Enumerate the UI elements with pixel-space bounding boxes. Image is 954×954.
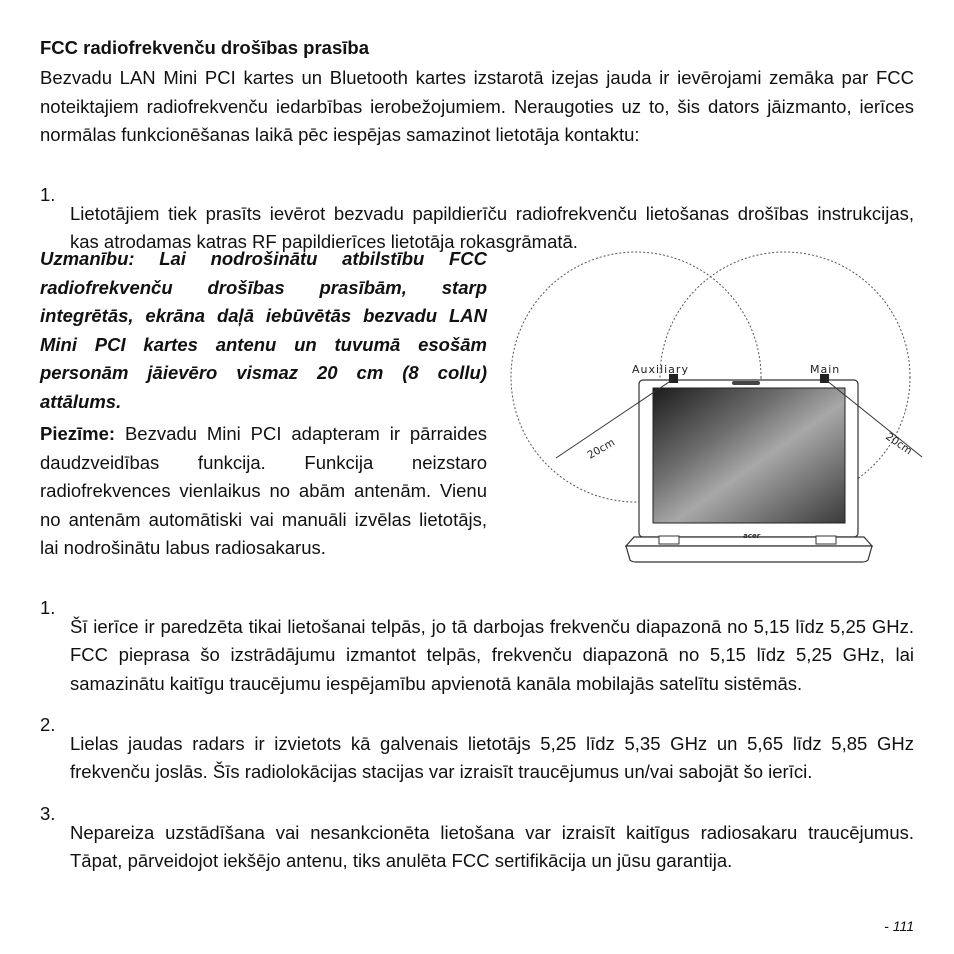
- list-item: [40, 594, 914, 717]
- page-number: - 111: [884, 918, 914, 934]
- list-item-text: Šī ierīce ir paredzēta tikai lietošanai telpās, jo tā darbojas frekvenču diapazonā no 5,15 līdz 5,25 GHz. FCC pieprasa šo izstrādājumu izmantot telpās, frekvenču diapazonā no 5,15 līdz 5,25 GHz, lai samazinātu kaitīgu traucējumu iespējamību apvienotā kanāla mobilajās satelītu sistēmās.: [70, 615, 914, 694]
- brand-logo: acer: [743, 532, 761, 540]
- list-item-number: 2.: [40, 714, 56, 735]
- antenna-diagram: [504, 250, 924, 570]
- note-label: Piezīme:: [40, 423, 116, 444]
- list-item: [40, 800, 914, 894]
- list-item: [40, 711, 914, 805]
- right-distance-label: 20cm: [883, 430, 915, 458]
- list-item-text: Nepareiza uzstādīšana vai nesankcionēta lietošana var izraisīt kaitīgus radiosakaru traucējumus. Tāpat, pārveidojot iekšējo antenu, tiks anulēta FCC sertifikācija un jūsu garantija.: [70, 821, 914, 871]
- intro-paragraph: Bezvadu LAN Mini PCI kartes un Bluetooth kartes izstarotā izejas jauda ir ievērojami zemāka par FCC noteiktajiem radiofrekvenču iedarbības ierobežojumiem. Neraugoties uz to, šis dators jāizmanto, ierīces normālas funkcionēšanas laikā pēc iespējas samazinot lietotāja kontaktu:: [40, 67, 914, 145]
- caution-text: Uzmanību: Lai nodrošinātu atbilstību FCC radiofrekvenču drošības prasībām, starp integrētās, ekrāna daļā iebūvētās bezvadu LAN Mini PCI kartes antenu un tuvumā esošām personām jāievēro vismaz 20 cm (8 collu) attālums.: [40, 248, 487, 412]
- laptop-screen: [653, 388, 845, 523]
- list-item-number: 1.: [40, 184, 56, 205]
- list-item-number: 1.: [40, 597, 56, 618]
- webcam-bar: [732, 381, 760, 385]
- left-distance-label: 20cm: [585, 436, 617, 462]
- auxiliary-label: Auxiliary: [632, 363, 689, 376]
- laptop-base: [626, 546, 872, 562]
- note-text: Bezvadu Mini PCI adapteram ir pārraides daudzveidības funkcija. Funkcija neizstaro radiofrekvences vienlaikus no abām antenām. Vienu no antenām automātiski vai manuāli izvēlas lietotājs, lai nodrošinātu labus radiosakarus.: [40, 423, 487, 558]
- list-item-text: Lielas jaudas radars ir izvietots kā galvenais lietotājs 5,25 līdz 5,35 GHz un 5,65 līdz 5,85 GHz frekvenču joslās. Šīs radiolokācijas stacijas var izraisīt traucējumus un/vai sabojāt šo ierīci.: [70, 732, 914, 782]
- antenna-diagram-svg: [504, 250, 924, 570]
- section-heading: FCC radiofrekvenču drošības prasība: [40, 37, 369, 58]
- note-paragraph: [40, 420, 487, 563]
- hinge-left: [659, 536, 679, 544]
- list-item-text: Lietotājiem tiek prasīts ievērot bezvadu papildierīču radiofrekvenču lietošanas drošības instrukcijas, kas atrodamas katras RF papildierīces lietotāja rokasgrāmatā.: [70, 202, 914, 252]
- main-label: Main: [810, 363, 841, 376]
- list-item-number: 3.: [40, 803, 56, 824]
- hinge-right: [816, 536, 836, 544]
